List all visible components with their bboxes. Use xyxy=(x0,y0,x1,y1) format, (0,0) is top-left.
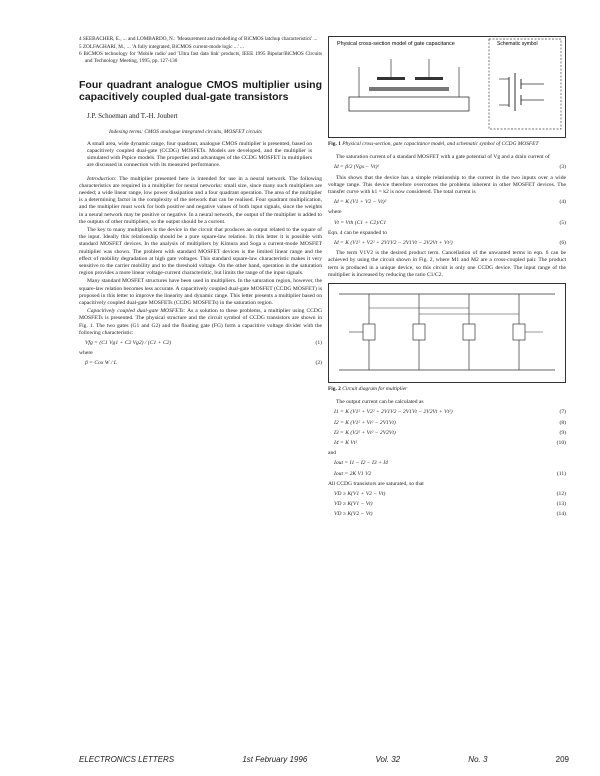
equation-number: (5) xyxy=(559,219,566,226)
equation xyxy=(328,471,566,478)
equation-number: (12) xyxy=(556,491,566,498)
body-paragraph: Many standard MOSFET structures have been used in multipliers. In the saturation region, however, the square-law relation becomes less accurate. A capacitively coupled dual-gate MOSFET (CCDG MOSFET) is proposed in this letter to improve the linearity and dynamic range. This letter presents a multiplier based on capacitively coupled dual-gate MOSFETs (CCDG MOSFETs) in the saturation region. xyxy=(79,278,322,307)
equation xyxy=(328,460,566,467)
body-paragraph: The saturation current of a standard MOSFET with a gate potential of Vg and a drain current of xyxy=(336,154,550,161)
where-label: where xyxy=(79,350,93,357)
transistor-m2 xyxy=(413,294,425,370)
figure-1-caption-label: Fig. 1 xyxy=(328,141,341,147)
equation xyxy=(328,164,566,171)
equation-body: β = Cox W / L xyxy=(85,360,117,367)
equation-body: I3 = K (V2² + Vt² − 2V2Vt) xyxy=(334,429,396,436)
introduction-label: Introduction: xyxy=(87,175,117,182)
equation xyxy=(328,440,566,447)
ccdg-paragraph xyxy=(79,308,322,337)
right-column xyxy=(328,36,566,522)
equation xyxy=(328,420,566,427)
equation-number: (14) xyxy=(556,511,566,518)
equation-number: (2) xyxy=(315,360,322,367)
and-label: and xyxy=(328,450,337,457)
equation xyxy=(328,220,566,227)
figure-1-diagram xyxy=(329,37,565,135)
equation xyxy=(79,340,322,347)
issue-number: No. 3 xyxy=(468,755,488,764)
body-paragraph: The term V1V2 is the desired product term. Cancellation of the unwanted terms in eqn. 6 can be achieved by using the circuit shown in Fig. 2, where M1 and M2 are a cross-coupled pair. The product term is produced in a unique device, so this circuit is only one CCDG device. The input range of the multiplier is increased by reducing the ratio C1/C2. xyxy=(328,250,566,278)
equation xyxy=(328,240,566,247)
ccdg-text: As a solution to these problems, a multiplier using CCDG MOSFETs is presented. The physical structure and the circuit symbol of CCDG transistors are shown in Fig. 1. The two gates (G1 and G2) and the floating gate (FG) form a capacitive voltage divider with the following characteristic: xyxy=(79,308,322,336)
figure-1-caption xyxy=(328,141,566,148)
equation xyxy=(328,409,566,416)
body-paragraph: The output current can be calculated as xyxy=(336,399,424,406)
where-label: where xyxy=(328,209,342,216)
equation xyxy=(328,199,566,206)
equation xyxy=(328,430,566,437)
transistor-m3 xyxy=(463,294,475,370)
figure-1 xyxy=(328,36,566,138)
schematic-inset-label: Schematic symbol xyxy=(497,41,538,47)
equation-body: Id = β/2 (Vgs − Vt)² xyxy=(334,164,380,171)
equation-body: I1 = K (V1² + V2² + 2V1V2 − 2V1Vt − 2V2Vt + Vt²) xyxy=(334,409,453,416)
introduction-text: The multiplier presented here is intended for use in a neural network. The following characteristics are required in a multiplier for neural networks: small size, since many such multipliers are needed; a wide linear range, low power dissipation and a four quadrant operation. The area of the multiplier is a determining factor in the complexity of the network that can be realised. Four quadrant multiplication, and the multiplier must work for both positive and negative values of both input signals, since the weights in a neural network may be positive or negative. In a neural network, the output of the multiplier is added to the outputs of other multipliers, so the output should be a current. xyxy=(79,175,322,225)
figure-2-caption-label: Fig. 2 xyxy=(328,386,341,393)
equation-number: (3) xyxy=(559,164,566,171)
figure-1-title: Physical cross-section model of gate capacitance xyxy=(337,41,455,47)
equation-body: VD ≥ K(V1 + V2 − Vt) xyxy=(334,491,386,498)
equation-body: Id = K (V1 + V2 − Vt)² xyxy=(334,199,387,206)
index-terms: Indexing terms: CMOS analogue integrated circuits, MOSFET circuits xyxy=(109,128,262,135)
journal-name: ELECTRONICS LETTERS xyxy=(79,755,175,764)
reference-list xyxy=(79,36,322,64)
page-footer xyxy=(79,755,569,764)
left-column xyxy=(79,36,322,371)
equation-number: (1) xyxy=(315,340,322,347)
figure-2-circuit xyxy=(329,284,565,380)
reference-item: 5 ZOLFAGHARI, M., ... 'A fully integrated, BiCMOS current-mode logic ...' ... xyxy=(79,43,244,50)
figure-2-caption-text: Circuit diagram for multiplier xyxy=(342,386,408,393)
equation-number: (6) xyxy=(559,240,566,247)
body-paragraph: This shows that the device has a simple relationship to the current in the two inputs over a wide voltage range. This device therefore overcomes the problems inherent in other MOSFET devices. The transfer curve with k1 = k2 is now considered. The total current is xyxy=(328,174,566,196)
equation-body: Id = K (V1² + V2² + 2V1V2 − 2V1Vt − 2V2Vt + Vt²) xyxy=(334,240,453,247)
article-title: Four quadrant analogue CMOS multiplier using capacitively coupled dual-gate transistors xyxy=(79,79,322,103)
volume-number: Vol. 32 xyxy=(375,755,401,764)
body-paragraph: All CCDG transistors are saturated, so that xyxy=(328,480,424,487)
equation xyxy=(79,360,322,367)
substrate-block xyxy=(349,97,469,111)
page-number: 209 xyxy=(555,755,569,764)
equation xyxy=(328,491,566,498)
equation-number: (7) xyxy=(559,409,566,416)
issue-date: 1st February 1996 xyxy=(242,755,308,764)
equation-body: VD ≥ K(V2 − Vt) xyxy=(334,511,373,518)
figure-2-caption xyxy=(328,386,566,393)
gate-1 xyxy=(377,77,405,80)
reference-item: 6 BiCMOS technology for 'Mobile radio' and 'Ultra fast data link' products, IEEE 1995 Bipolar/BiCMOS Circuits and Technology Meeting, 1995, pp. 127-130 xyxy=(79,51,322,64)
body-paragraph: The key to many multipliers is the device in the circuit that produces an output related to the square of the input. Ideally this relationship should be a pure square-law relation. In this letter it is possible with standard MOSFET devices. In the analysis of multipliers by Kimura and Soga a current-mode MOSFET multiplier was shown. The problem with standard MOSFET devices is the limited linear range and the effect of mobility degradation at high gate voltages. This standard square-law characteristic makes it very sensitive to the carrier mobility and to the threshold voltage. On the other hand, operation in the saturation region provides a more linear voltage-current characteristic, but limits the range of the input signals. xyxy=(79,227,322,277)
equation-body: Vt = Vth (C1 + C2)/C1 xyxy=(334,219,387,226)
equation-body: I4 = K Vt² xyxy=(334,440,358,447)
equation-body: I2 = K (V1² + Vt² − 2V1Vt) xyxy=(334,419,396,426)
ccdg-label: Capacitively coupled dual-gate MOSFETs: xyxy=(87,308,186,315)
article-authors: J.P. Schoeman and T.-H. Joubert xyxy=(87,112,178,121)
figure-1-caption-text: Physical cross-section, gate capacitance model, and schematic symbol of CCDG MOSFET xyxy=(342,141,539,147)
transistor-m1 xyxy=(363,294,375,370)
introduction-paragraph xyxy=(79,176,322,226)
equation-number: (4) xyxy=(559,199,566,206)
equation-body: Vfg = (C1 Vg1 + C2 Vg2) / (C1 + C2) xyxy=(85,340,172,347)
abstract: A small area, wide dynamic range, four quadrant, analogue CMOS multiplier is presented, based on capacitively coupled dual-gate (CCDG) MOSFETs. Models are developed, and the multiplier is simulated with Pspice models. The properties and advantages of the CCDG MOSFET in multipliers are discussed in connection with its measured performance. xyxy=(87,140,312,169)
body-paragraph: Eqn. 4 can be expanded to xyxy=(328,229,388,236)
floating-gate xyxy=(369,87,449,91)
equation-number: (10) xyxy=(556,440,566,447)
equation-number: (9) xyxy=(559,429,566,436)
transistor-m4 xyxy=(513,294,525,370)
reference-item: 4 SEEBACHER, E., ... and LOMBARDO, N.: 'Measurement and modelling of BiCMOS latchup characteristics' ... xyxy=(79,36,318,42)
equation-body: VD ≥ K(V1 − Vt) xyxy=(334,501,373,508)
equation-body: Iout = 2K V1 V2 xyxy=(334,470,372,477)
equation-body: Iout = I1 − I2 − I3 + I4 xyxy=(334,460,388,467)
gate-2 xyxy=(415,77,443,80)
equation xyxy=(328,501,566,508)
equation-number: (11) xyxy=(556,470,566,477)
equation-number: (13) xyxy=(556,501,566,508)
equation-number: (8) xyxy=(559,419,566,426)
figure-2 xyxy=(328,283,566,383)
equation xyxy=(328,511,566,518)
